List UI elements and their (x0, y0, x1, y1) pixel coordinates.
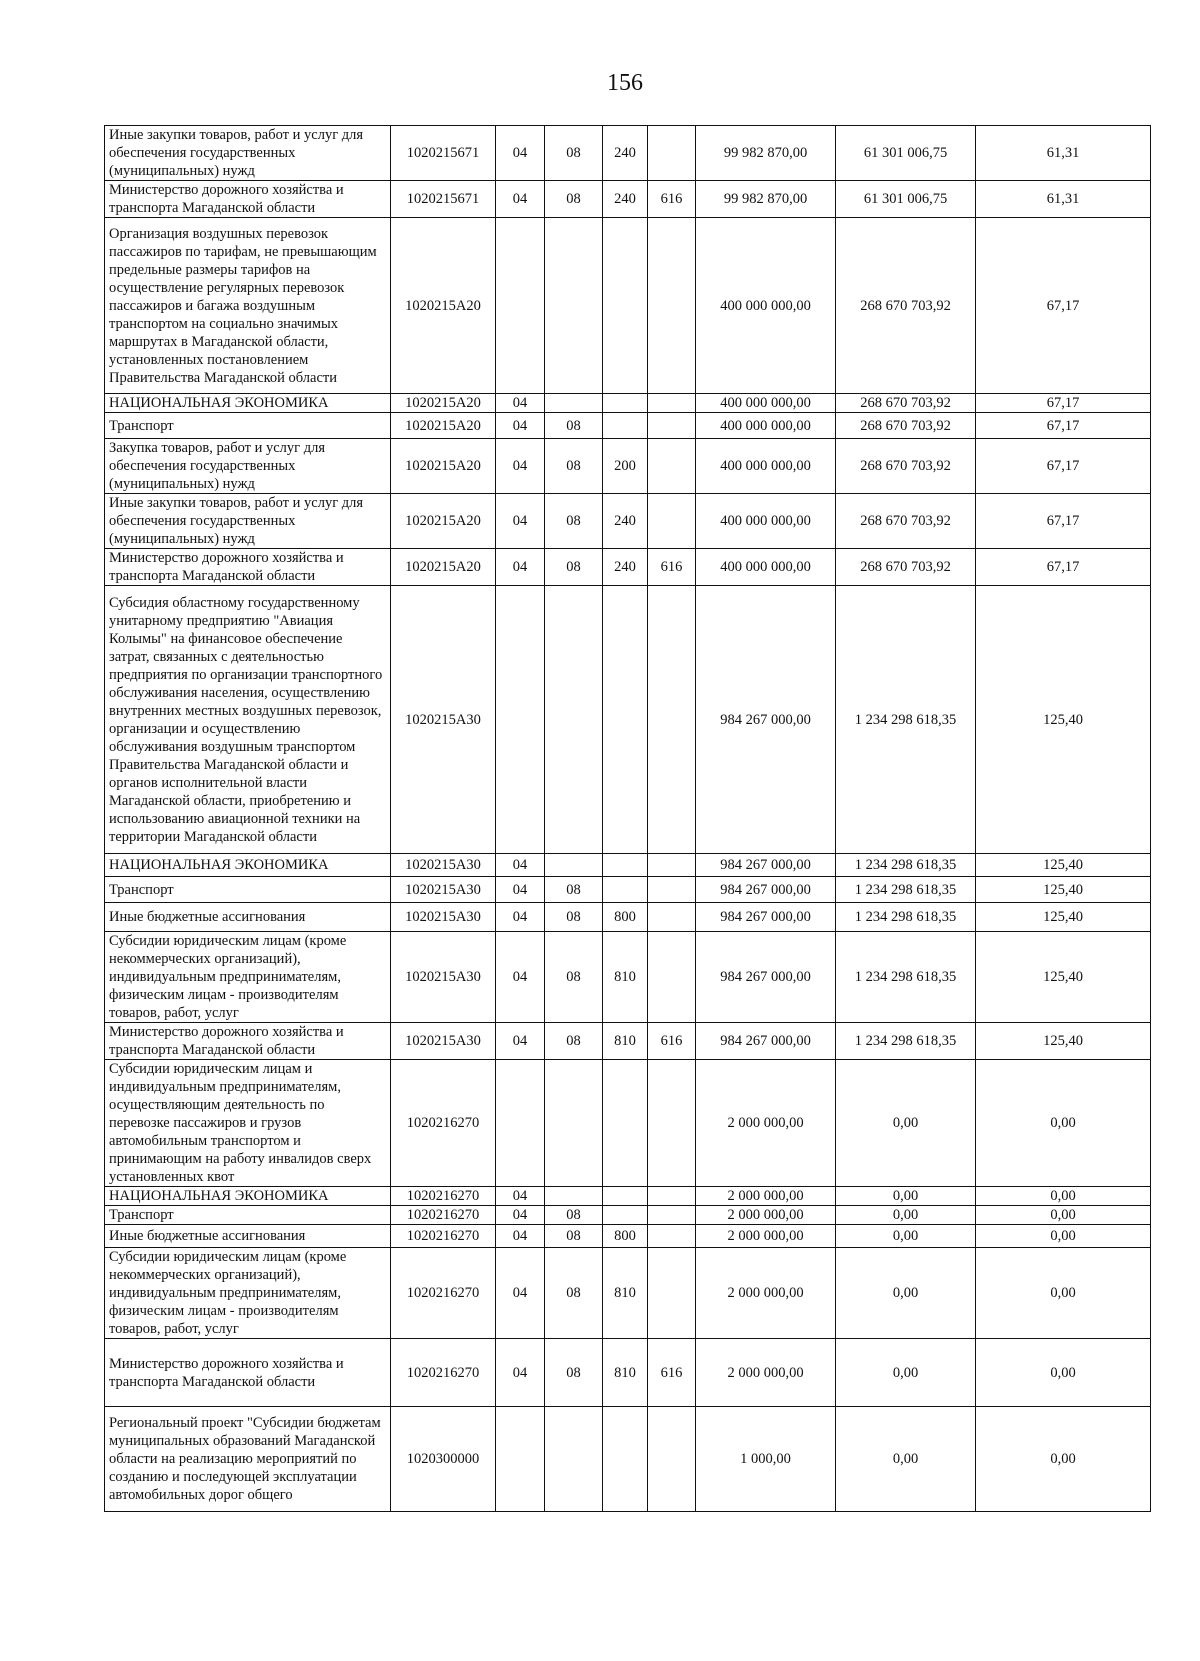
section-code: 04 (496, 181, 545, 218)
target-article-code: 1020215671 (391, 126, 496, 181)
target-article-code: 1020215А30 (391, 1023, 496, 1060)
table-row (105, 586, 1151, 854)
execution-percent: 0,00 (976, 1187, 1151, 1206)
execution-percent: 0,00 (976, 1206, 1151, 1225)
table-row (105, 1206, 1151, 1225)
target-article-code: 1020215А20 (391, 394, 496, 413)
subsection-code (545, 1060, 603, 1187)
subsection-code: 08 (545, 903, 603, 932)
section-code (496, 1407, 545, 1512)
planned-amount: 400 000 000,00 (696, 413, 836, 439)
table-row (105, 126, 1151, 181)
execution-percent: 67,17 (976, 439, 1151, 494)
page-number: 156 (607, 70, 643, 96)
row-name: Иные бюджетные ассигнования (105, 903, 391, 932)
planned-amount: 2 000 000,00 (696, 1339, 836, 1407)
execution-percent: 0,00 (976, 1060, 1151, 1187)
target-article-code: 1020215А20 (391, 439, 496, 494)
expense-type-code: 800 (603, 1225, 648, 1248)
target-article-code: 1020215А20 (391, 494, 496, 549)
expense-type-code (603, 586, 648, 854)
table-row (105, 877, 1151, 903)
expense-type-code: 810 (603, 1023, 648, 1060)
subsection-code: 08 (545, 1023, 603, 1060)
table-row (105, 218, 1151, 394)
execution-percent: 0,00 (976, 1225, 1151, 1248)
administrator-code (648, 439, 696, 494)
row-name: Региональный проект "Субсидии бюджетам муниципальных образований Магаданской области на реализацию мероприятий по созданию и последующей эксплуатации автомобильных дорог общего (105, 1407, 391, 1512)
expense-type-code (603, 1060, 648, 1187)
section-code: 04 (496, 932, 545, 1023)
planned-amount: 984 267 000,00 (696, 932, 836, 1023)
planned-amount: 400 000 000,00 (696, 218, 836, 394)
section-code: 04 (496, 854, 545, 877)
target-article-code: 1020216270 (391, 1187, 496, 1206)
row-name: НАЦИОНАЛЬНАЯ ЭКОНОМИКА (105, 394, 391, 413)
expense-type-code: 810 (603, 1339, 648, 1407)
execution-percent: 61,31 (976, 181, 1151, 218)
execution-percent: 125,40 (976, 877, 1151, 903)
expense-type-code: 200 (603, 439, 648, 494)
expense-type-code: 240 (603, 126, 648, 181)
executed-amount: 0,00 (836, 1339, 976, 1407)
expense-type-code: 800 (603, 903, 648, 932)
table-row (105, 181, 1151, 218)
target-article-code: 1020216270 (391, 1339, 496, 1407)
table-row (105, 549, 1151, 586)
target-article-code: 1020215А30 (391, 877, 496, 903)
section-code: 04 (496, 126, 545, 181)
executed-amount: 0,00 (836, 1206, 976, 1225)
section-code (496, 218, 545, 394)
target-article-code: 1020215А30 (391, 903, 496, 932)
planned-amount: 2 000 000,00 (696, 1248, 836, 1339)
target-article-code: 1020215А20 (391, 549, 496, 586)
table-row (105, 413, 1151, 439)
row-name: Субсидии юридическим лицам и индивидуальным предпринимателям, осуществляющим деятельность по перевозке пассажиров и грузов автомобильным транспортом и принимающим на работу инвалидов сверх установленных квот (105, 1060, 391, 1187)
administrator-code (648, 413, 696, 439)
subsection-code: 08 (545, 181, 603, 218)
table-row (105, 1060, 1151, 1187)
subsection-code: 08 (545, 932, 603, 1023)
expense-type-code (603, 854, 648, 877)
administrator-code (648, 1248, 696, 1339)
subsection-code: 08 (545, 1225, 603, 1248)
planned-amount: 984 267 000,00 (696, 586, 836, 854)
subsection-code: 08 (545, 126, 603, 181)
planned-amount: 99 982 870,00 (696, 181, 836, 218)
administrator-code (648, 903, 696, 932)
row-name: Субсидия областному государственному унитарному предприятию "Авиация Колымы" на финансовое обеспечение затрат, связанных с деятельностью предприятия по организации транспортного обслуживания населения, осуществлению внутренних местных воздушных перевозок, организации и осуществлению обслуживания воздушным транспортом Правительства Магаданской области и органов исполнительной власти Магаданской области, приобретению и использованию авиационной техники на территории Магаданской области (105, 586, 391, 854)
section-code: 04 (496, 549, 545, 586)
row-name: Транспорт (105, 1206, 391, 1225)
expense-type-code: 240 (603, 181, 648, 218)
target-article-code: 1020216270 (391, 1060, 496, 1187)
planned-amount: 99 982 870,00 (696, 126, 836, 181)
target-article-code: 1020215А30 (391, 854, 496, 877)
section-code: 04 (496, 1206, 545, 1225)
expense-type-code (603, 1407, 648, 1512)
table-row (105, 494, 1151, 549)
planned-amount: 984 267 000,00 (696, 903, 836, 932)
executed-amount: 61 301 006,75 (836, 126, 976, 181)
administrator-code (648, 1407, 696, 1512)
executed-amount: 1 234 298 618,35 (836, 586, 976, 854)
section-code: 04 (496, 1225, 545, 1248)
row-name: НАЦИОНАЛЬНАЯ ЭКОНОМИКА (105, 854, 391, 877)
target-article-code: 1020215А20 (391, 218, 496, 394)
administrator-code (648, 394, 696, 413)
table-row (105, 903, 1151, 932)
administrator-code (648, 1206, 696, 1225)
section-code: 04 (496, 494, 545, 549)
section-code: 04 (496, 1023, 545, 1060)
executed-amount: 0,00 (836, 1187, 976, 1206)
row-name: Министерство дорожного хозяйства и транспорта Магаданской области (105, 1339, 391, 1407)
table-row (105, 1023, 1151, 1060)
target-article-code: 1020216270 (391, 1206, 496, 1225)
target-article-code: 1020216270 (391, 1248, 496, 1339)
target-article-code: 1020300000 (391, 1407, 496, 1512)
subsection-code: 08 (545, 494, 603, 549)
administrator-code: 616 (648, 1023, 696, 1060)
executed-amount: 268 670 703,92 (836, 549, 976, 586)
planned-amount: 1 000,00 (696, 1407, 836, 1512)
subsection-code: 08 (545, 413, 603, 439)
table-row (105, 1187, 1151, 1206)
executed-amount: 0,00 (836, 1248, 976, 1339)
table-row (105, 1248, 1151, 1339)
expense-type-code (603, 218, 648, 394)
executed-amount: 268 670 703,92 (836, 394, 976, 413)
target-article-code: 1020215А30 (391, 932, 496, 1023)
subsection-code (545, 1187, 603, 1206)
expense-type-code: 240 (603, 549, 648, 586)
planned-amount: 984 267 000,00 (696, 854, 836, 877)
section-code: 04 (496, 1339, 545, 1407)
expense-type-code (603, 413, 648, 439)
executed-amount: 268 670 703,92 (836, 413, 976, 439)
execution-percent: 125,40 (976, 932, 1151, 1023)
target-article-code: 1020215671 (391, 181, 496, 218)
row-name: Субсидии юридическим лицам (кроме некоммерческих организаций), индивидуальным предпринимателям, физическим лицам - производителям товаров, работ, услуг (105, 1248, 391, 1339)
row-name: Организация воздушных перевозок пассажиров по тарифам, не превышающим предельные размеры тарифов на осуществление регулярных перевозок пассажиров и багажа воздушным транспортом на социально значимых маршрутах в Магаданской области, установленных постановлением Правительства Магаданской области (105, 218, 391, 394)
target-article-code: 1020215А30 (391, 586, 496, 854)
row-name: Иные закупки товаров, работ и услуг для обеспечения государственных (муниципальных) нужд (105, 494, 391, 549)
subsection-code (545, 394, 603, 413)
section-code (496, 1060, 545, 1187)
execution-percent: 125,40 (976, 903, 1151, 932)
section-code: 04 (496, 1187, 545, 1206)
section-code (496, 586, 545, 854)
administrator-code: 616 (648, 181, 696, 218)
execution-percent: 0,00 (976, 1407, 1151, 1512)
planned-amount: 400 000 000,00 (696, 549, 836, 586)
planned-amount: 984 267 000,00 (696, 877, 836, 903)
subsection-code: 08 (545, 877, 603, 903)
row-name: Министерство дорожного хозяйства и транспорта Магаданской области (105, 181, 391, 218)
executed-amount: 1 234 298 618,35 (836, 903, 976, 932)
expense-type-code (603, 1187, 648, 1206)
executed-amount: 0,00 (836, 1407, 976, 1512)
expense-type-code: 810 (603, 1248, 648, 1339)
row-name: Иные закупки товаров, работ и услуг для обеспечения государственных (муниципальных) нужд (105, 126, 391, 181)
subsection-code: 08 (545, 1339, 603, 1407)
expense-type-code (603, 1206, 648, 1225)
planned-amount: 984 267 000,00 (696, 1023, 836, 1060)
table-row (105, 854, 1151, 877)
executed-amount: 0,00 (836, 1225, 976, 1248)
executed-amount: 1 234 298 618,35 (836, 854, 976, 877)
expense-type-code (603, 394, 648, 413)
administrator-code (648, 126, 696, 181)
target-article-code: 1020215А20 (391, 413, 496, 439)
administrator-code (648, 877, 696, 903)
row-name: Министерство дорожного хозяйства и транспорта Магаданской области (105, 549, 391, 586)
planned-amount: 2 000 000,00 (696, 1060, 836, 1187)
planned-amount: 2 000 000,00 (696, 1225, 836, 1248)
section-code: 04 (496, 394, 545, 413)
section-code: 04 (496, 903, 545, 932)
execution-percent: 125,40 (976, 854, 1151, 877)
subsection-code: 08 (545, 439, 603, 494)
table-row (105, 1339, 1151, 1407)
administrator-code (648, 586, 696, 854)
execution-percent: 67,17 (976, 218, 1151, 394)
executed-amount: 268 670 703,92 (836, 494, 976, 549)
administrator-code (648, 1225, 696, 1248)
subsection-code (545, 218, 603, 394)
administrator-code (648, 218, 696, 394)
row-name: Транспорт (105, 413, 391, 439)
execution-percent: 67,17 (976, 549, 1151, 586)
section-code: 04 (496, 413, 545, 439)
subsection-code: 08 (545, 549, 603, 586)
row-name: Транспорт (105, 877, 391, 903)
administrator-code (648, 932, 696, 1023)
execution-percent: 125,40 (976, 586, 1151, 854)
administrator-code (648, 854, 696, 877)
planned-amount: 2 000 000,00 (696, 1206, 836, 1225)
planned-amount: 400 000 000,00 (696, 494, 836, 549)
table-row (105, 1225, 1151, 1248)
planned-amount: 400 000 000,00 (696, 439, 836, 494)
row-name: НАЦИОНАЛЬНАЯ ЭКОНОМИКА (105, 1187, 391, 1206)
subsection-code (545, 854, 603, 877)
section-code: 04 (496, 1248, 545, 1339)
planned-amount: 2 000 000,00 (696, 1187, 836, 1206)
execution-percent: 67,17 (976, 494, 1151, 549)
executed-amount: 1 234 298 618,35 (836, 877, 976, 903)
executed-amount: 1 234 298 618,35 (836, 932, 976, 1023)
section-code: 04 (496, 439, 545, 494)
budget-table (104, 125, 1151, 1512)
table-row (105, 394, 1151, 413)
administrator-code: 616 (648, 549, 696, 586)
table-body (105, 126, 1151, 1512)
table-row (105, 932, 1151, 1023)
administrator-code: 616 (648, 1339, 696, 1407)
expense-type-code (603, 877, 648, 903)
subsection-code (545, 586, 603, 854)
row-name: Министерство дорожного хозяйства и транспорта Магаданской области (105, 1023, 391, 1060)
row-name: Закупка товаров, работ и услуг для обеспечения государственных (муниципальных) нужд (105, 439, 391, 494)
executed-amount: 268 670 703,92 (836, 218, 976, 394)
execution-percent: 67,17 (976, 413, 1151, 439)
row-name: Субсидии юридическим лицам (кроме некоммерческих организаций), индивидуальным предпринимателям, физическим лицам - производителям товаров, работ, услуг (105, 932, 391, 1023)
executed-amount: 1 234 298 618,35 (836, 1023, 976, 1060)
administrator-code (648, 494, 696, 549)
expense-type-code: 810 (603, 932, 648, 1023)
administrator-code (648, 1060, 696, 1187)
execution-percent: 125,40 (976, 1023, 1151, 1060)
execution-percent: 0,00 (976, 1248, 1151, 1339)
execution-percent: 67,17 (976, 394, 1151, 413)
planned-amount: 400 000 000,00 (696, 394, 836, 413)
administrator-code (648, 1187, 696, 1206)
subsection-code (545, 1407, 603, 1512)
executed-amount: 61 301 006,75 (836, 181, 976, 218)
row-name: Иные бюджетные ассигнования (105, 1225, 391, 1248)
expense-type-code: 240 (603, 494, 648, 549)
executed-amount: 268 670 703,92 (836, 439, 976, 494)
subsection-code: 08 (545, 1248, 603, 1339)
executed-amount: 0,00 (836, 1060, 976, 1187)
table-row (105, 1407, 1151, 1512)
table-row (105, 439, 1151, 494)
subsection-code: 08 (545, 1206, 603, 1225)
execution-percent: 61,31 (976, 126, 1151, 181)
target-article-code: 1020216270 (391, 1225, 496, 1248)
section-code: 04 (496, 877, 545, 903)
execution-percent: 0,00 (976, 1339, 1151, 1407)
